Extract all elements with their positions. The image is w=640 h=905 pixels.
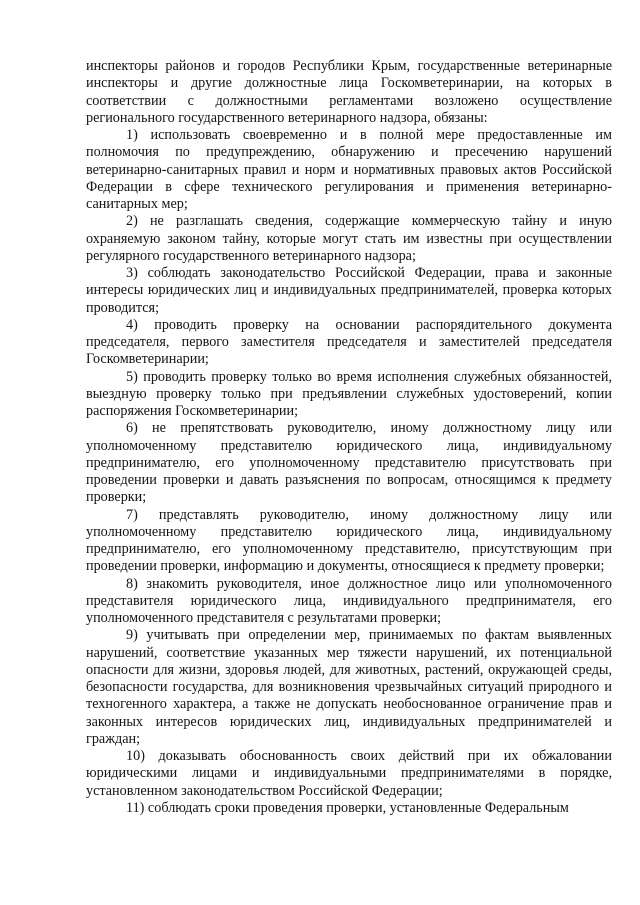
- list-item: 10) доказывать обоснованность своих действий при их обжаловании юридическими лицами и индивидуальными предпринимателями в порядке, установленном законодательством Российской Федерации;: [86, 748, 612, 799]
- list-item: 1) использовать своевременно и в полной мере предоставленные им полномочия по предупреждению, обнаружению и пресечению нарушений ветеринарно-санитарных правил и норм и нормативных правовых актов Российской Федерации в сфере технического регулирования и применения ветеринарно-санитарных мер;: [86, 127, 612, 212]
- list-item: 6) не препятствовать руководителю, иному должностному лицу или уполномоченному представителю юридического лица, индивидуальному предпринимателю, его уполномоченному представителю присутствовать при проведении проверки и давать разъяснения по вопросам, относящимся к предмету проверки;: [86, 420, 612, 506]
- list-item: 4) проводить проверку на основании распорядительного документа председателя, первого заместителя председателя и заместителей председателя Госкомветеринарии;: [86, 316, 612, 368]
- intro-paragraph: инспекторы районов и городов Республики Крым, государственные ветеринарные инспекторы и другие должностные лица Госкомветеринарии, на которых в соответствии с должностными регламентами возложено осуществление регионального государственного ветеринарного надзора, обязаны:: [86, 58, 612, 126]
- list-item: 5) проводить проверку только во время исполнения служебных обязанностей, выездную проверку только при предъявлении служебных удостоверений, копии распоряжения Госкомветеринарии;: [86, 368, 612, 419]
- list-item: 7) представлять руководителю, иному должностному лицу или уполномоченному представителю юридического лица, индивидуальному предпринимателю, его уполномоченному представителю, присутствующим при проведении проверки, информацию и документы, относящиеся к предмету проверки;: [86, 506, 612, 575]
- list-item: 9) учитывать при определении мер, принимаемых по фактам выявленных нарушений, соответствие указанных мер тяжести нарушений, их потенциальной опасности для жизни, здоровья людей, для животных, растений, окружающей среды, безопасности государства, для возникновения чрезвычайных ситуаций природного и техногенного характера, а также не допускать необоснованное ограничение прав и законных интересов юридических лиц, индивидуальных предпринимателей и граждан;: [86, 627, 612, 747]
- list-item: 11) соблюдать сроки проведения проверки, установленные Федеральным: [126, 799, 569, 816]
- list-item: 2) не разглашать сведения, содержащие коммерческую тайну и иную охраняемую законом тайну, которые могут стать им известны при осуществлении регулярного государственного ветеринарного надзора;: [86, 213, 612, 264]
- list-item: 8) знакомить руководителя, иное должностное лицо или уполномоченного представителя юридического лица, индивидуального предпринимателя, его уполномоченного представителя с результатами проверки;: [86, 575, 612, 626]
- list-item: 3) соблюдать законодательство Российской Федерации, права и законные интересы юридических лиц и индивидуальных предпринимателей, проверка которых проводится;: [86, 265, 612, 316]
- document-body: [86, 58, 612, 817]
